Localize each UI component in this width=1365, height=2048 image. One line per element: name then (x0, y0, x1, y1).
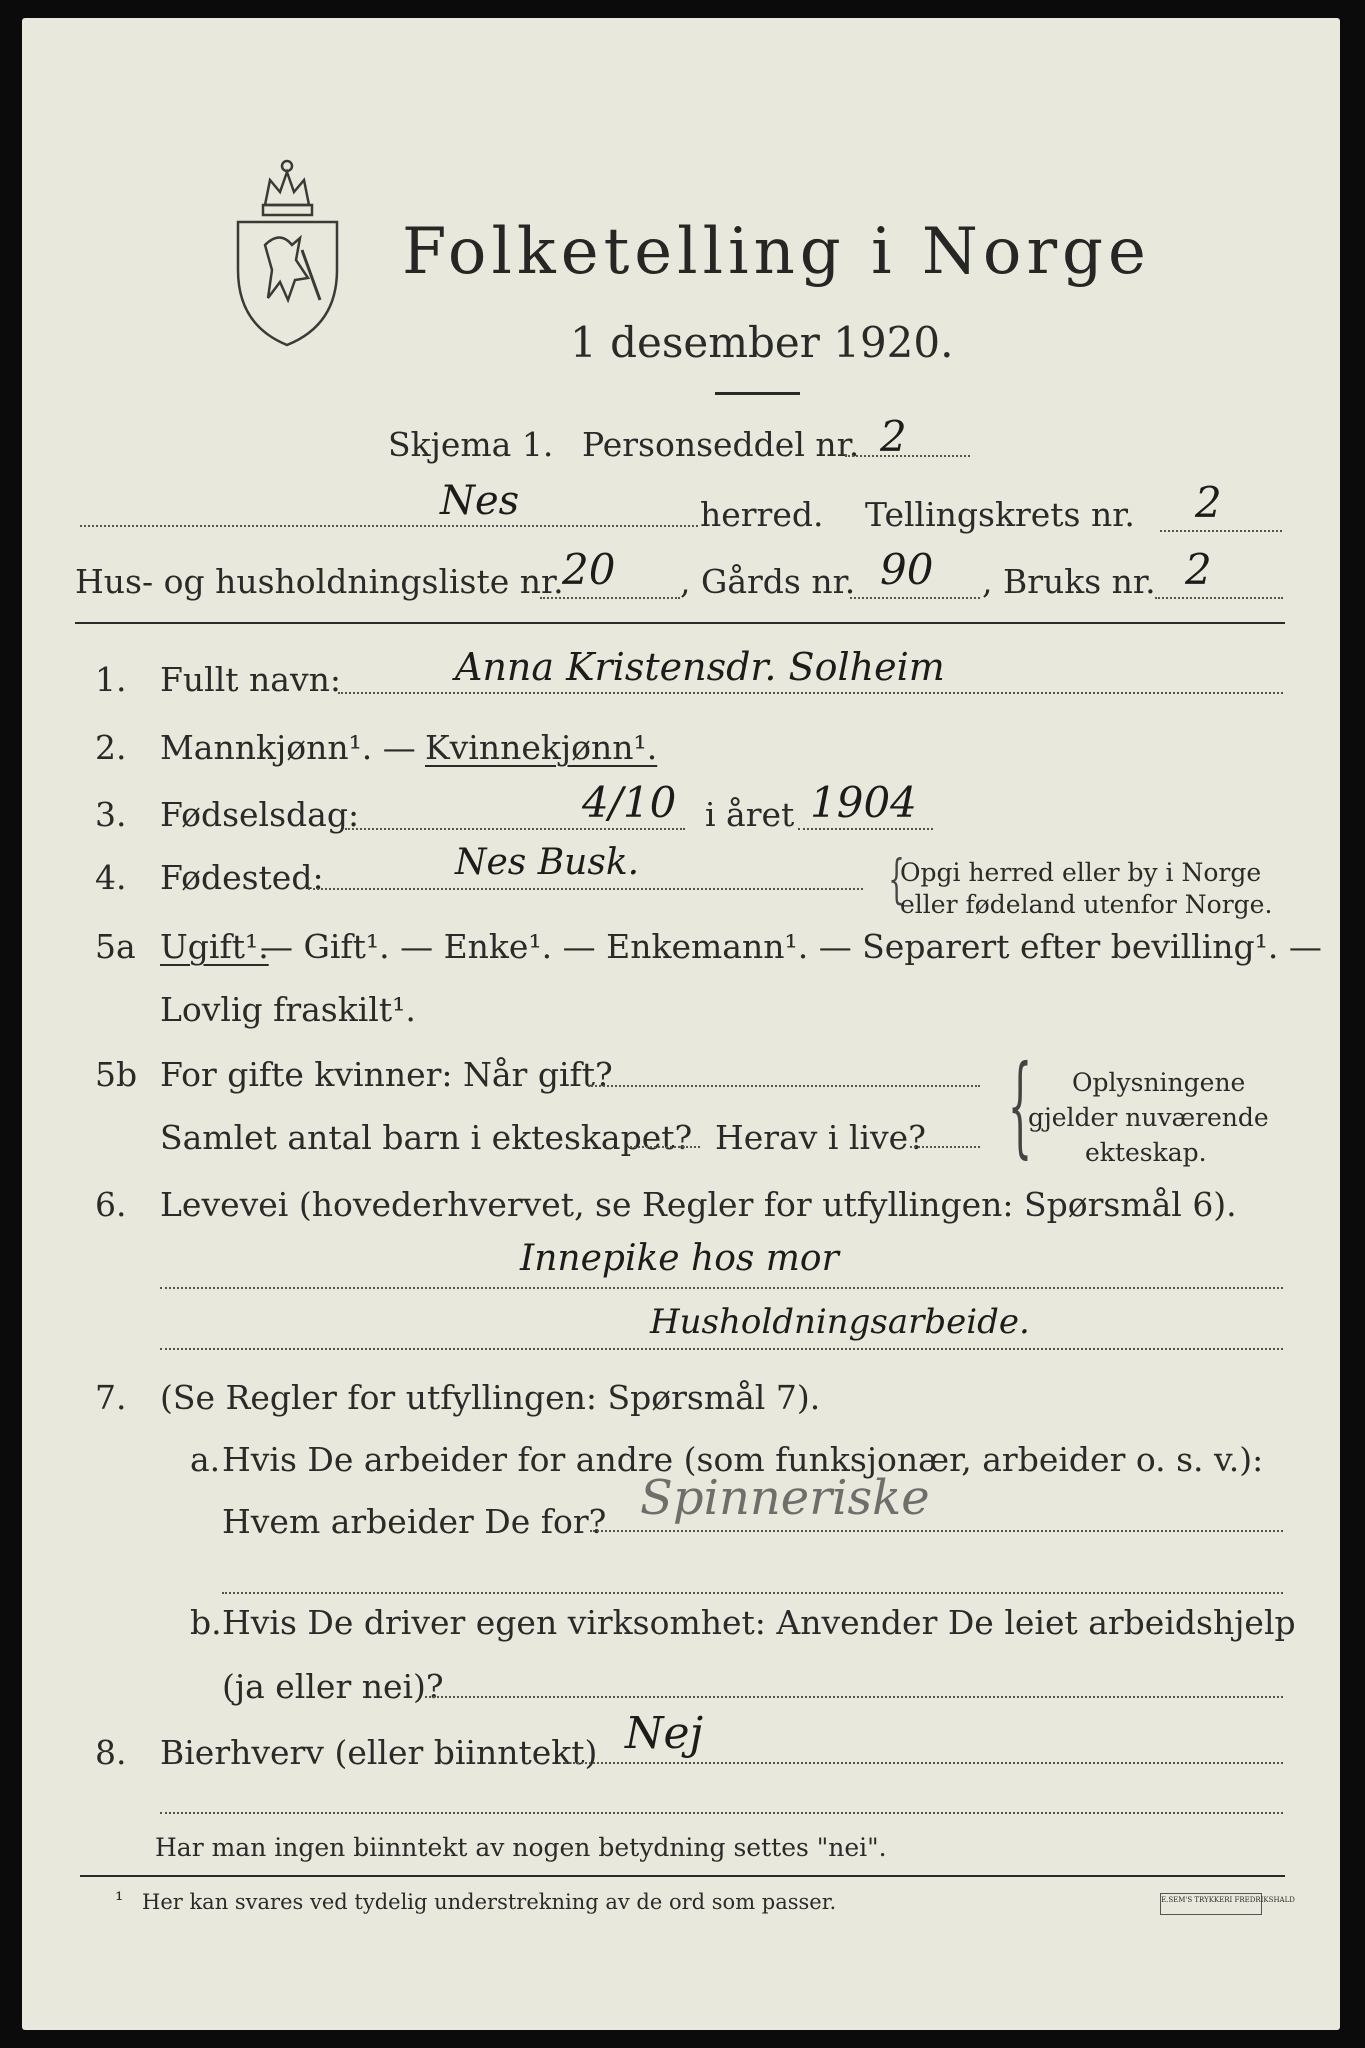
year-label: i året (705, 795, 795, 834)
marital-options: — Gift¹. — Enke¹. — Enkemann¹. — Separert efter bevilling¹. — (260, 927, 1322, 966)
year-field (798, 828, 933, 830)
full-name-value: Anna Kristensdr. Solheim (455, 645, 945, 689)
footnote-text: Her kan svares ved tydelig understrekning av de ord som passer. (142, 1890, 837, 1914)
brace-icon: { (1007, 1041, 1033, 1169)
self-employed-field (425, 1696, 1283, 1698)
skjema-label: Skjema 1. (388, 425, 554, 464)
q7-number: 7. (95, 1378, 127, 1417)
q4-number: 4. (95, 858, 127, 897)
hus-label: Hus- og husholdningsliste nr. (75, 562, 564, 601)
female-option-underlined: Kvinnekjønn¹. (425, 728, 658, 767)
occupation-value-1: Innepike hos mor (520, 1238, 839, 1279)
occupation-field-2 (160, 1348, 1283, 1350)
birthplace-field (308, 888, 863, 890)
birthday-field (345, 828, 685, 830)
q7a-label: Hvis De arbeider for andre (som funksjonær, arbeider o. s. v.): (222, 1440, 1264, 1479)
norwegian-coat-of-arms-icon (230, 150, 345, 350)
q7b-letter: b. (190, 1603, 222, 1642)
married-when-label: For gifte kvinner: Når gift? (160, 1055, 613, 1094)
employer-field-2 (222, 1592, 1283, 1594)
herred-field (80, 525, 698, 527)
gards-field (850, 597, 980, 599)
gards-value: 90 (880, 545, 934, 594)
form-title: Folketelling i Norge (402, 215, 1151, 289)
personseddel-field (845, 455, 970, 457)
employer-field (590, 1530, 1283, 1532)
side-income-value: Nej (625, 1708, 704, 1759)
side-income-field-2 (160, 1812, 1283, 1814)
q4-label: Fødested: (160, 858, 324, 897)
birth-year-value: 1904 (810, 778, 917, 827)
ugift-option-underlined: Ugift¹. (160, 927, 269, 966)
hus-field (540, 597, 680, 599)
bruks-field (1155, 597, 1283, 599)
tellingskrets-label: Tellingskrets nr. (865, 495, 1135, 534)
occupation-field-1 (160, 1287, 1283, 1289)
personseddel-value: 2 (880, 412, 907, 461)
bruks-value: 2 (1185, 545, 1212, 594)
marriage-note-3: ekteskap. (1085, 1138, 1207, 1167)
self-employed-label: (ja eller nei)? (222, 1667, 444, 1706)
birthplace-note-2: eller fødeland utenfor Norge. (900, 890, 1273, 919)
herred-value: Nes (440, 478, 520, 524)
alive-label: Herav i live? (715, 1118, 926, 1157)
header-rule (75, 622, 1285, 624)
printer-stamp-text: E.SEM'S TRYKKERI FREDRIKSHALD (1161, 1896, 1295, 1904)
footnote-mark: ¹ (115, 1888, 124, 1912)
q1-field (338, 692, 1283, 694)
employer-label: Hvem arbeider De for? (222, 1502, 607, 1541)
herred-label: herred. (700, 495, 824, 534)
brace-icon: { (888, 850, 905, 910)
q2-number: 2. (95, 728, 127, 767)
q1-label: Fullt navn: (160, 660, 341, 699)
employer-value: Spinneriske (640, 1470, 930, 1526)
occupation-value-2: Husholdningsarbeide. (650, 1302, 1030, 1342)
title-divider (715, 392, 800, 395)
footer-rule (80, 1875, 1285, 1877)
bruks-label: , Bruks nr. (982, 562, 1156, 601)
q8-number: 8. (95, 1733, 127, 1772)
children-field (630, 1146, 700, 1148)
tellingskrets-field (1160, 530, 1282, 532)
marriage-note-2: gjelder nuværende (1028, 1103, 1269, 1132)
personseddel-label: Personseddel nr. (582, 425, 860, 464)
gards-label: , Gårds nr. (680, 562, 856, 601)
marriage-note-1: Oplysningene (1072, 1068, 1246, 1097)
q7b-label: Hvis De driver egen virksomhet: Anvender De leiet arbeidshjelp (222, 1603, 1296, 1642)
q3-number: 3. (95, 795, 127, 834)
q6-number: 6. (95, 1185, 127, 1224)
children-label: Samlet antal barn i ekteskapet? (160, 1118, 693, 1157)
hus-value: 20 (562, 545, 616, 594)
q7a-letter: a. (190, 1440, 221, 1479)
printer-stamp (1160, 1893, 1295, 1915)
side-income-field (565, 1762, 1283, 1764)
birthplace-value: Nes Busk. (455, 842, 640, 883)
occupation-label: Levevei (hovederhvervet, se Regler for utfyllingen: Spørsmål 6). (160, 1185, 1237, 1224)
lovlig-fraskilt-option: Lovlig fraskilt¹. (160, 990, 416, 1029)
q7-label: (Se Regler for utfyllingen: Spørsmål 7). (160, 1378, 821, 1417)
side-income-label: Bierhverv (eller biinntekt) (160, 1733, 598, 1772)
census-date: 1 desember 1920. (570, 318, 954, 367)
married-when-field (588, 1085, 980, 1087)
q5b-number: 5b (95, 1055, 138, 1094)
q5a-number: 5a (95, 927, 136, 966)
male-option: Mannkjønn¹. — (160, 728, 416, 767)
q3-label: Fødselsdag: (160, 795, 360, 834)
q1-number: 1. (95, 660, 127, 699)
birthday-value: 4/10 (582, 778, 677, 827)
birthplace-note-1: Opgi herred eller by i Norge (900, 858, 1262, 887)
tellingskrets-value: 2 (1195, 478, 1222, 527)
alive-field (910, 1146, 980, 1148)
no-income-note: Har man ingen biinntekt av nogen betydning settes "nei". (155, 1833, 887, 1862)
